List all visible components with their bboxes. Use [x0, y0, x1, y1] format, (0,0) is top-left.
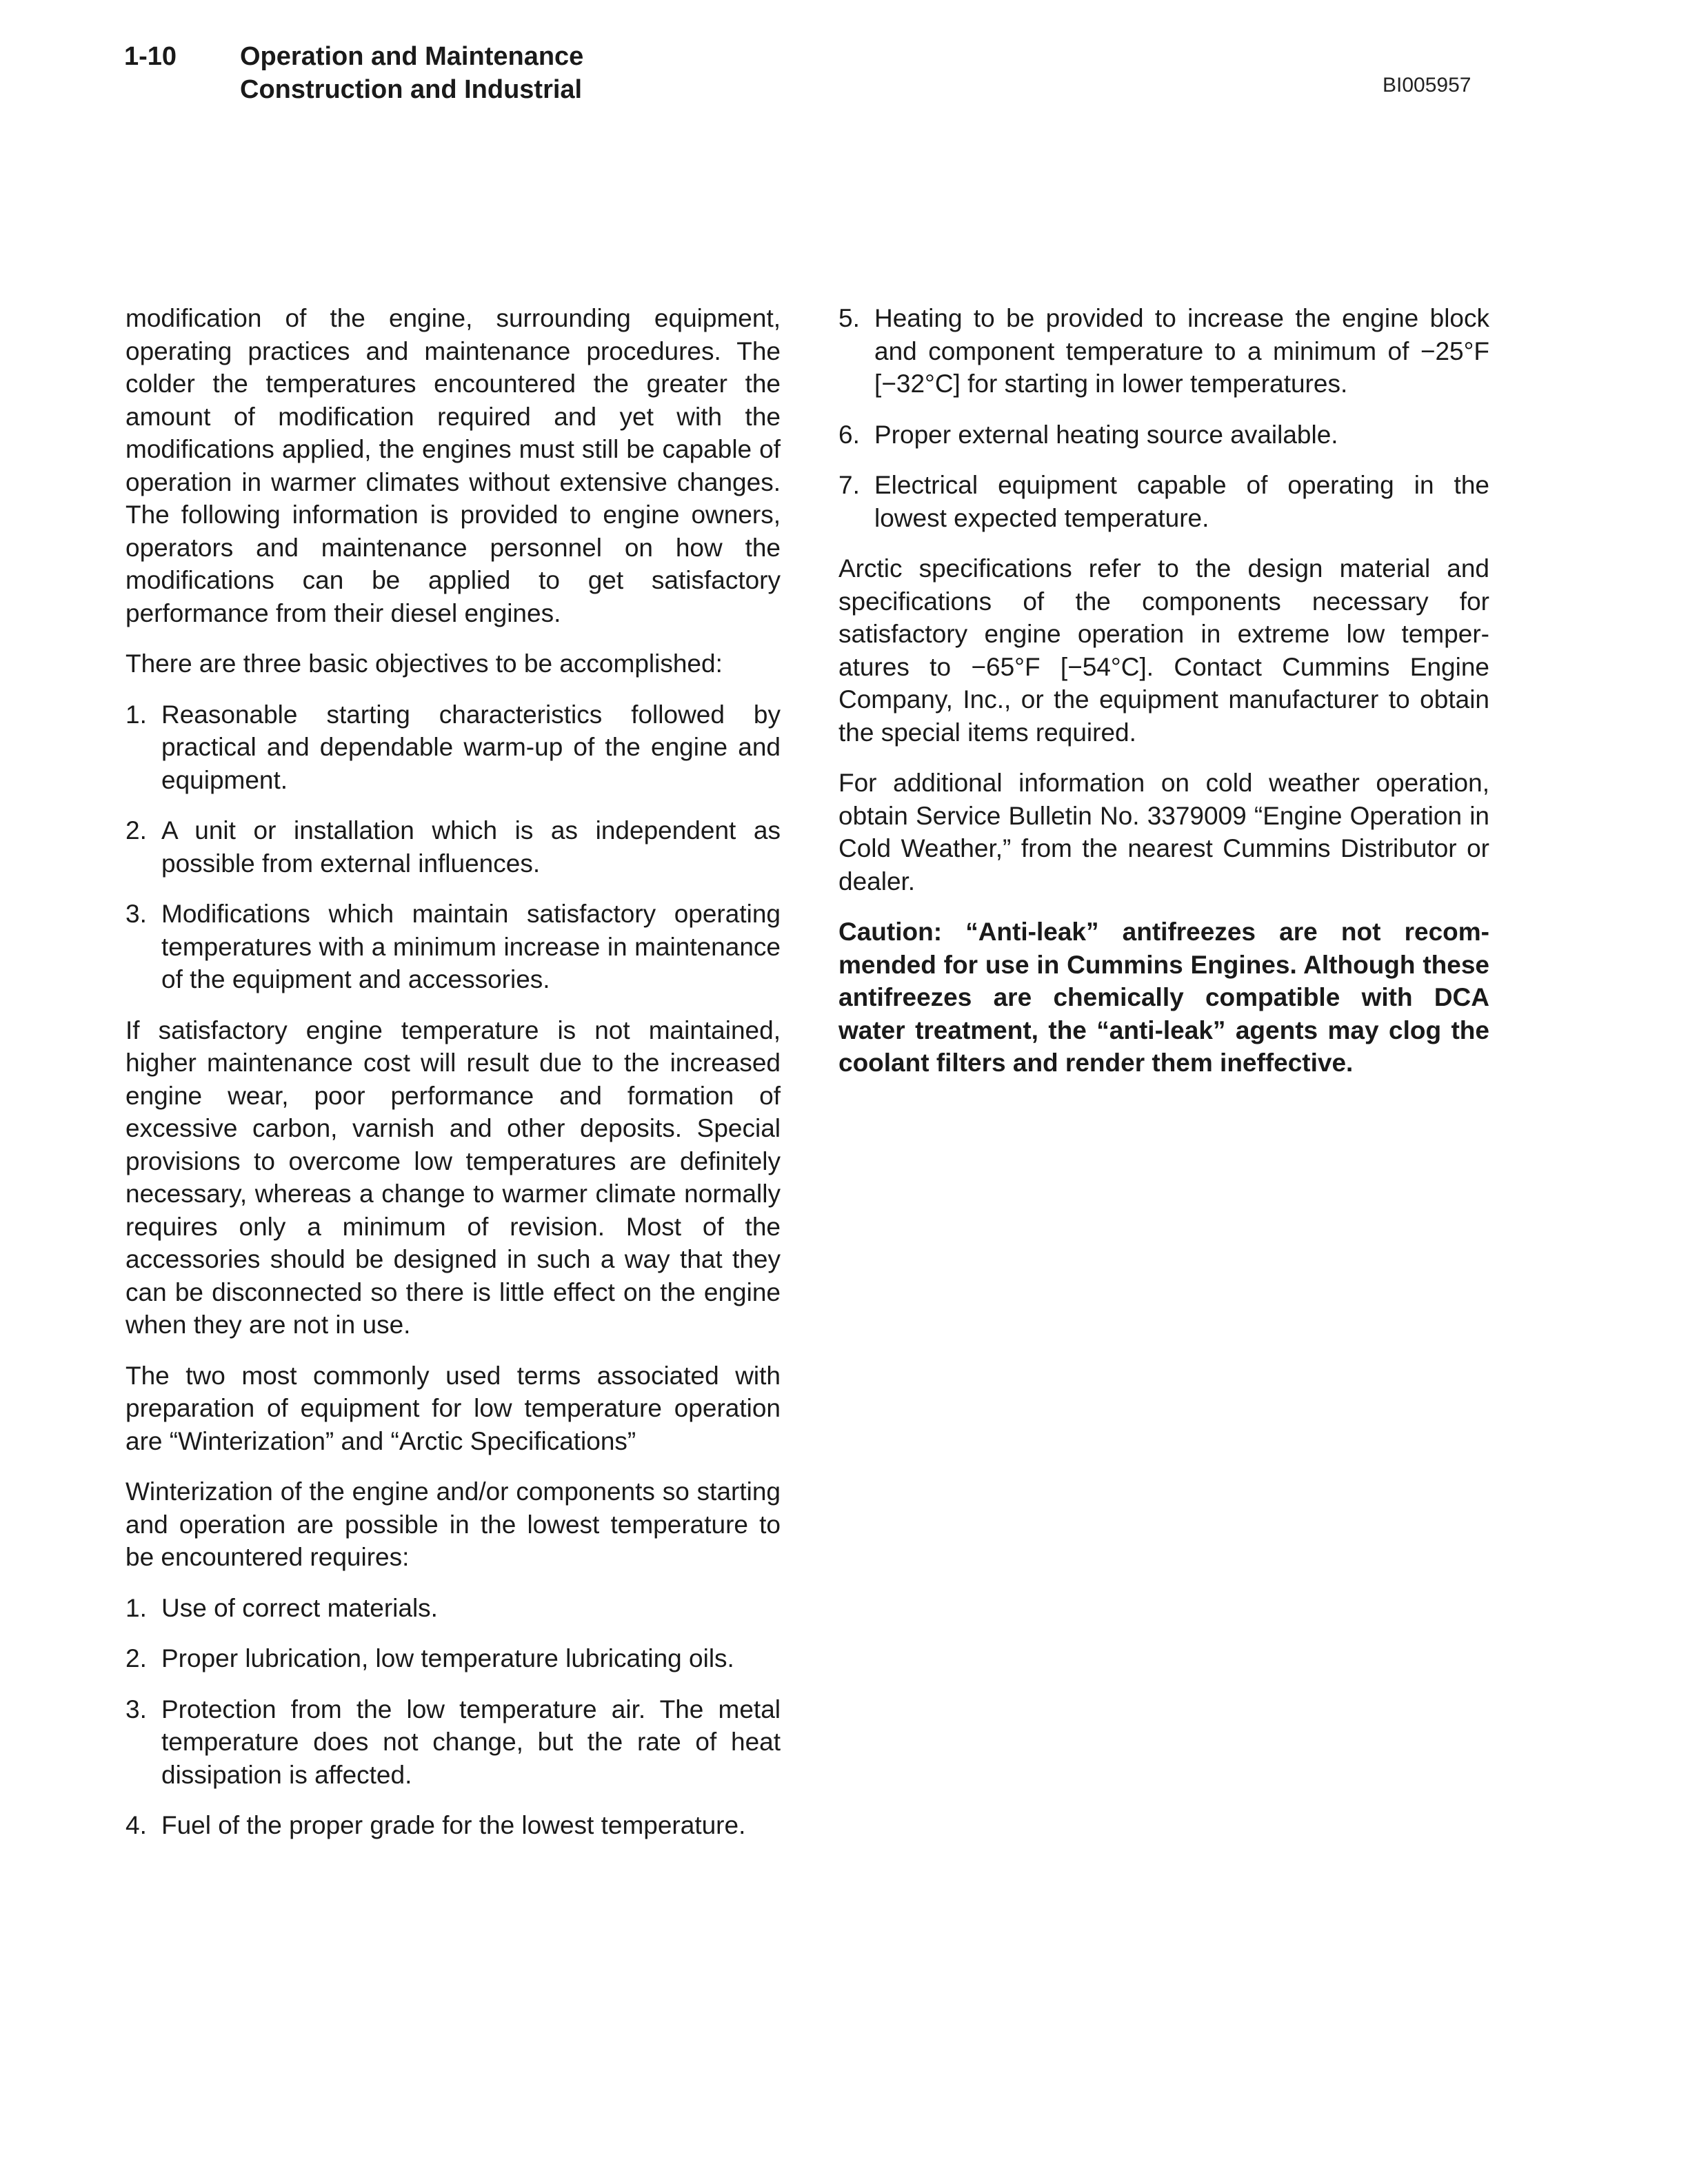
list-item-number: 1. [125, 700, 147, 729]
list-item [125, 1693, 781, 1792]
document-code: BI005957 [1383, 74, 1471, 97]
right-column [838, 302, 1489, 1098]
list-item [838, 302, 1489, 401]
list-item-number: 1. [125, 1593, 147, 1622]
list-item-number: 3. [125, 1695, 147, 1723]
list-item-text: Heating to be provided to increase the engine block and component temperature to a minimum of −25°F [−32°C] for starting in lower temperatures. [874, 304, 1489, 398]
list-item [838, 469, 1489, 534]
page-header [124, 40, 1503, 109]
list-item-text: Proper lubrication, low temperature lubricating oils. [161, 1644, 734, 1672]
list-item-number: 2. [125, 816, 147, 845]
list-item [125, 1809, 781, 1842]
caution-notice: Caution: “Anti-leak” antifreezes are not recommended for use in Cummins Engines. Although these antifreezes are chemically compatible with DCA water treatment, the “anti-leak” agents may clog the coolant filters and render them ineffective. [838, 918, 1489, 1077]
header-title-line1: Operation and Maintenance [240, 42, 584, 71]
left-column [125, 302, 781, 1860]
objectives-intro: There are three basic objectives to be accomplished: [125, 649, 723, 678]
list-item-number: 4. [125, 1811, 147, 1839]
requirements-list-continued [838, 302, 1489, 534]
list-item-text: A unit or installation which is as independent as possible from external influences. [161, 816, 781, 878]
list-item [125, 898, 781, 996]
list-item-text: Electrical equipment capable of operating in the lowest expected temperature. [874, 471, 1489, 532]
list-item-number: 5. [838, 304, 860, 332]
list-item [125, 1642, 781, 1675]
list-item-text: Modifications which maintain satisfactory operating temperatures with a minimum increase in maintenance of the equipment and accessories. [161, 900, 781, 993]
requirements-list [125, 1592, 781, 1842]
list-item-number: 2. [125, 1644, 147, 1672]
list-item-text: Proper external heating source available. [874, 420, 1338, 449]
terms-paragraph: The two most commonly used terms associated with preparation of equipment for low temperature operation are “Winterization” and “Arctic Specifications” [125, 1361, 781, 1455]
list-item-text: Use of correct materials. [161, 1593, 438, 1622]
additional-info-paragraph: For additional information on cold weather operation, obtain Service Bulletin No. 3379009 “Engine Operation in Cold Weather,” from the nearest Cummins Distributor or dealer. [838, 769, 1489, 896]
header-title-line2: Construction and Industrial [240, 75, 583, 104]
list-item-number: 3. [125, 900, 147, 928]
list-item-number: 6. [838, 420, 860, 449]
winterization-paragraph: Winterization of the engine and/or components so starting and operation are possible in the lowest temperature to be encountered requires: [125, 1477, 781, 1571]
list-item [838, 418, 1489, 452]
objectives-list [125, 698, 781, 996]
list-item-text: Fuel of the proper grade for the lowest temperature. [161, 1811, 746, 1839]
temperature-paragraph: If satisfactory engine temperature is not maintained, higher maintenance cost will result due to the increased engine wear, poor performance and formation of excessive carbon, varnish and other deposits. Special provisions to overcome low temperatures are definitely necessary, whereas a change to warmer climate normally requires only a minimum of revision. Most of the accessories should be designed in such a way that they can be disconnected so there is little effect on the engine when they are not in use. [125, 1015, 781, 1339]
list-item [125, 814, 781, 880]
arctic-specifications-paragraph: Arctic specifications refer to the design material and specifications of the components necessary for satisfactory engine operation in extreme low temperatures to −65°F [−54°C]. Contact Cummins Engine Company, Inc., or the equipment manufacturer to obtain the special items required. [838, 554, 1489, 747]
list-item-text: Protection from the low temperature air. The metal temperature does not change, but the rate of heat dissipation is affected. [161, 1695, 781, 1789]
intro-paragraph: modification of the engine, surrounding equipment, operating practices and maintenance procedures. The colder the temperatures encountered the greater the amount of modification required and yet with the modifications applied, the engines must still be capable of operation in warmer climates without extensive changes. The following information is provided to engine owners, operators and maintenance personnel on how the modifications can be applied to get satisfactory performance from their diesel engines. [125, 304, 781, 627]
list-item [125, 698, 781, 797]
page-number: 1-10 [124, 42, 177, 71]
header-titles [240, 40, 583, 106]
list-item-number: 7. [838, 471, 860, 499]
list-item [125, 1592, 781, 1625]
list-item-text: Reasonable starting characteristics followed by practical and dependable warm-up of the engine and equipment. [161, 700, 781, 794]
